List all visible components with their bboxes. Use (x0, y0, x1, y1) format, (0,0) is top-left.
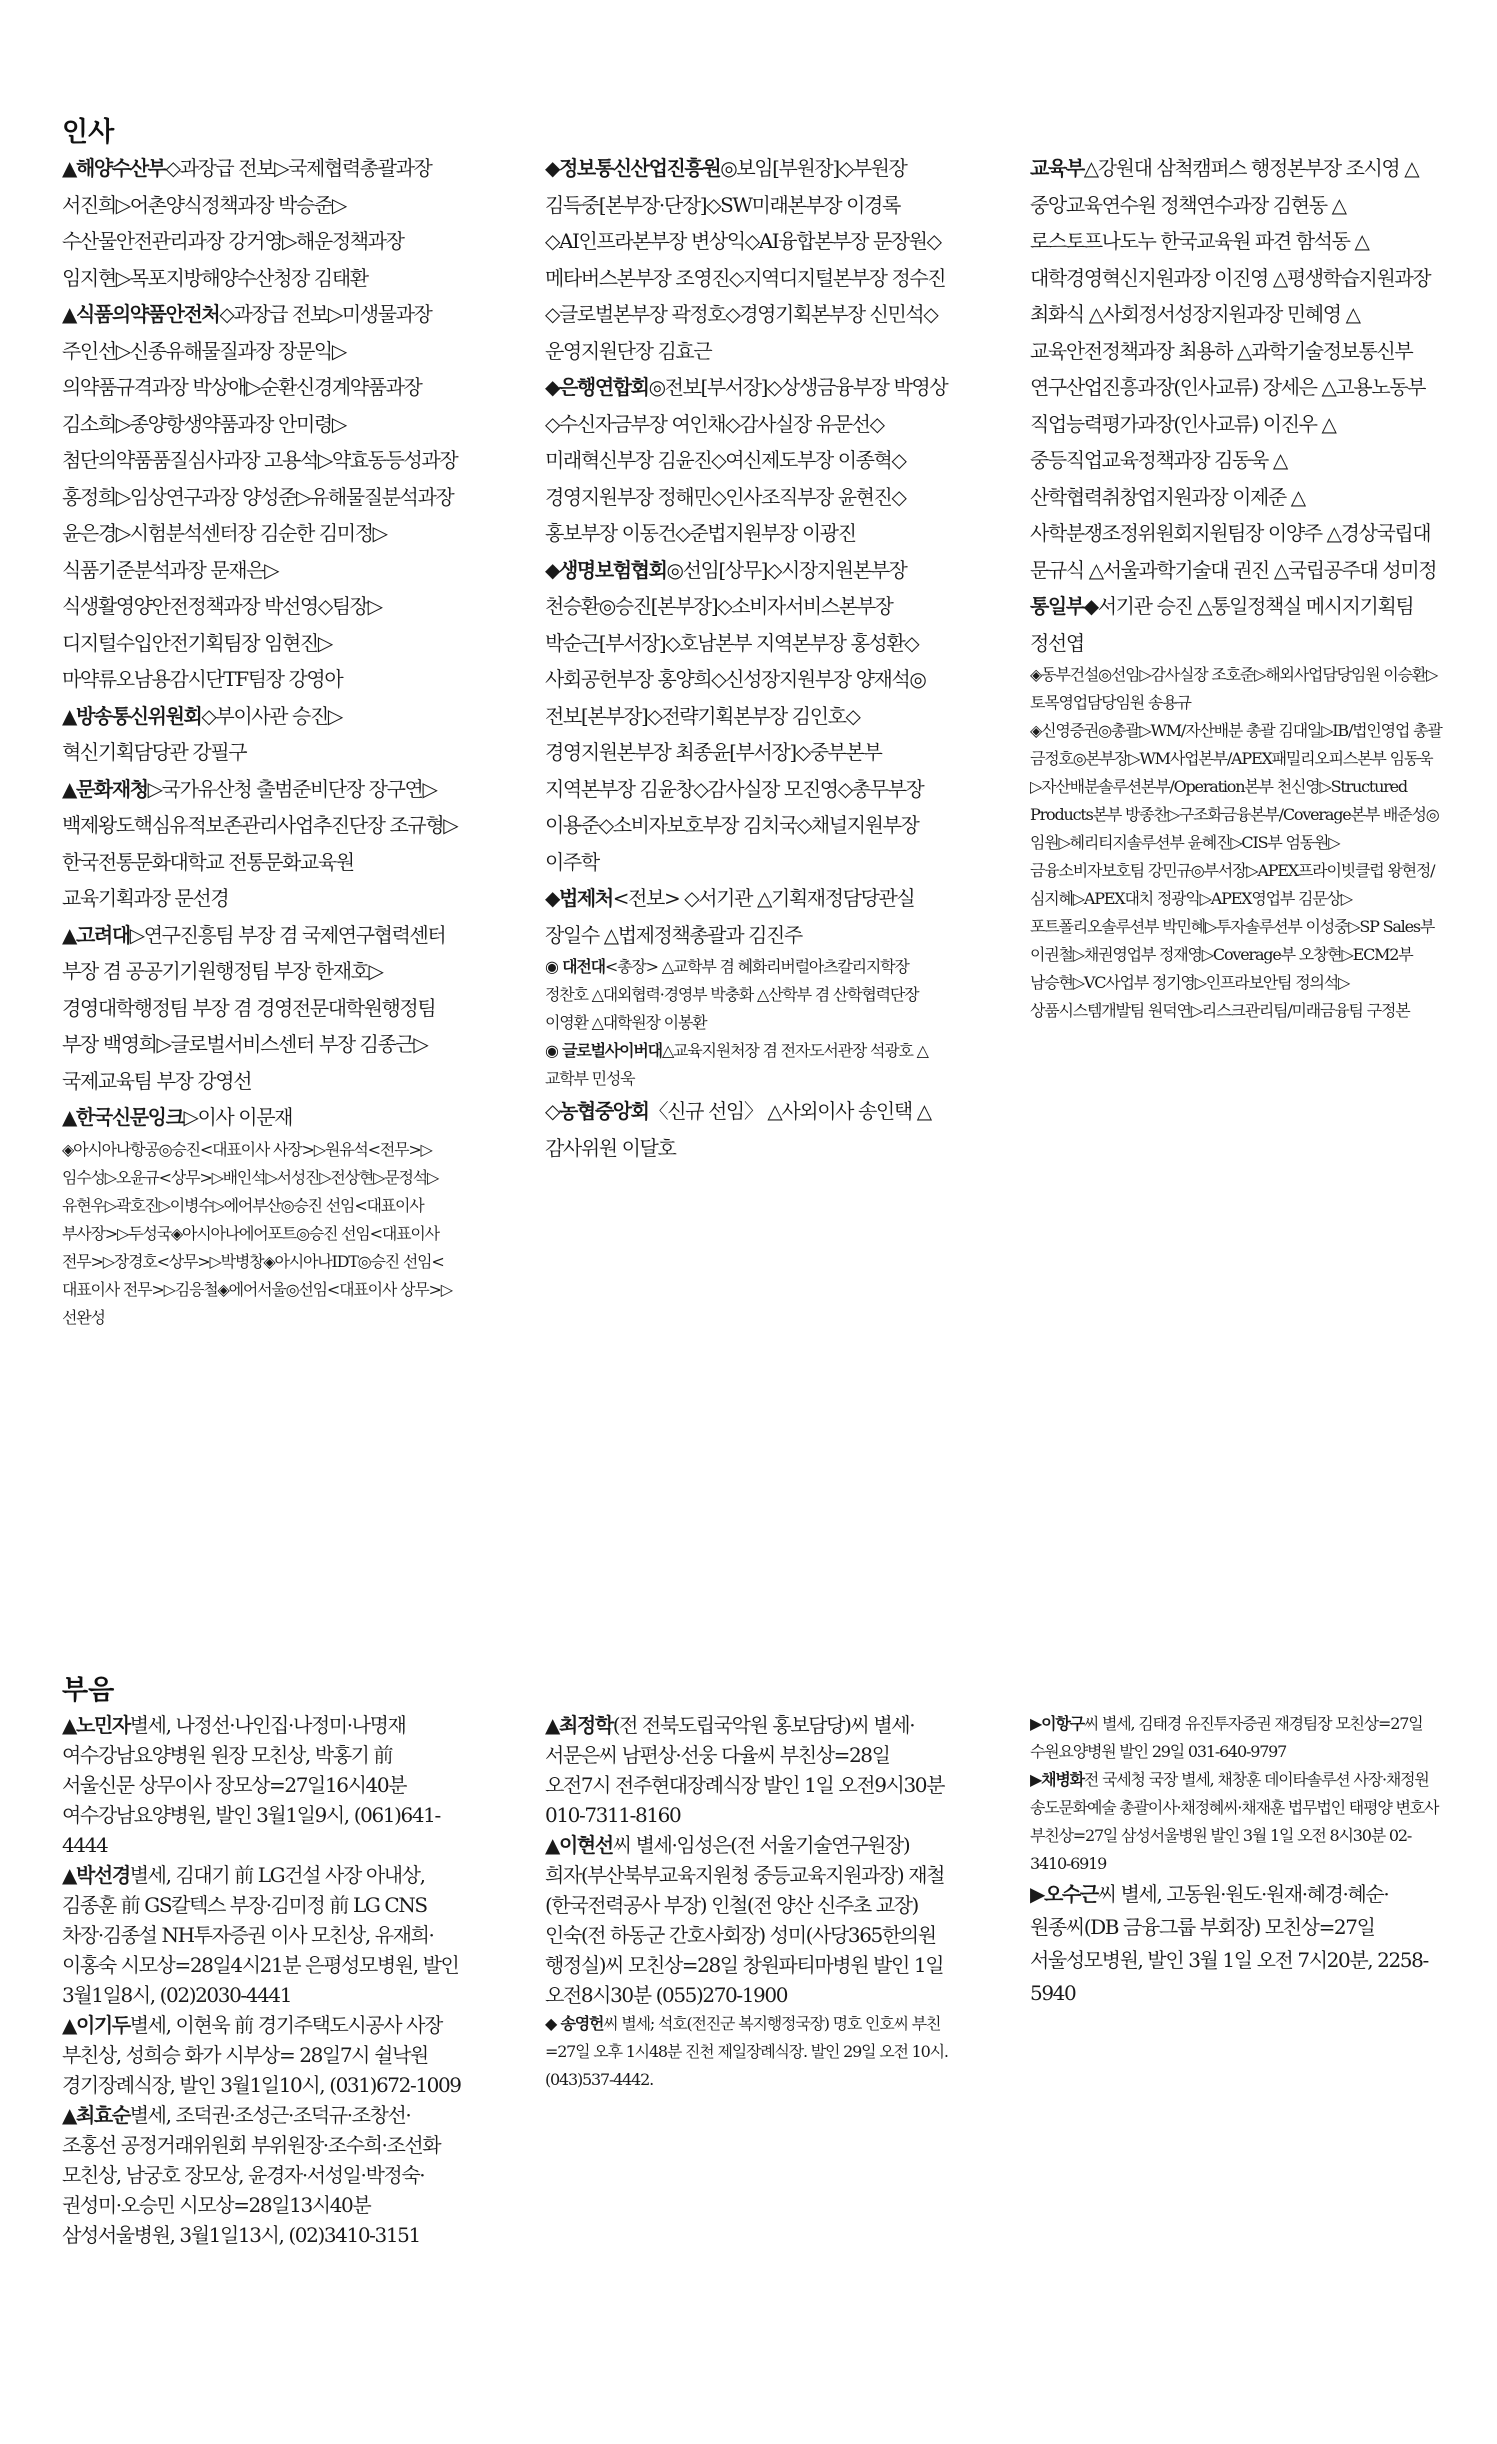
personnel-column-3 (1030, 150, 1442, 1025)
personnel-entry-heading: ▲방송통신위원회 (62, 703, 202, 728)
personnel-entry-text: ◎보임[부원장]◇부원장 김득중[본부장·단장]◇SW미래본부장 이경록◇AI인프라본부장 변상익◇AI융합본부장 문장원◇메타버스본부장 조영진◇지역디지털본부장 정수진◇글로벌본부장 곽정호◇경영기획본부장 신민석◇운영지원단장 김효근 (545, 156, 946, 363)
obituary-entry-heading: ▲이현선 (545, 1833, 613, 1857)
obituary-entry-text: 별세, 이현욱 前 경기주택도시공사 사장 부친상, 성희승 화가 시부상= 28일7시 쉴낙원 경기장례식장, 발인 3월1일10시, (031)672-1009 (62, 2013, 461, 2097)
personnel-entry-heading: ◆법제처 (545, 886, 613, 910)
personnel-entry-text: ▷이사 이문재 (183, 1105, 293, 1129)
obituary-entry (1030, 1710, 1442, 1766)
personnel-entry (545, 953, 950, 1037)
obituary-column-2 (545, 1710, 950, 2094)
obituary-column-1 (62, 1710, 462, 2250)
obituary-entry-text: 씨 별세; 석호(전진군 복지행정국장) 명호 인호씨 부친=27일 오후 1시48분 진천 제일장례식장. 발인 29일 오전 10시. (043)537-4442. (545, 2014, 948, 2089)
personnel-entry (545, 150, 950, 369)
personnel-entry (1030, 150, 1442, 588)
personnel-entry-text: ▷연구진흥팀 부장 겸 국제연구협력센터 부장 겸 공공기기원행정팀 부장 한재호▷경영대학행정팀 부장 겸 경영전문대학원행정팀 부장 백영희▷글로벌서비스센터 부장 김종근▷국제교육팀 부장 강영선 (62, 922, 446, 1093)
obituary-entry-heading: ▶오수근 (1030, 1882, 1098, 1906)
personnel-entry (62, 771, 462, 917)
personnel-entry-heading: ▲해양수산부 (62, 156, 166, 180)
personnel-entry-text: ◈동부건설◎선임▷감사실장 조호준▷해외사업담당임원 이승환▷토목영업담당임원 송용규 (1030, 665, 1438, 712)
personnel-entry-text: 〈신규 선임〉 △사외이사 송인택 △감사위원 이달호 (545, 1099, 931, 1160)
personnel-entry-text: <전보> ◇서기관 △기획재정담당관실 장일수 △법제정책총괄과 김진주 (545, 886, 915, 947)
personnel-entry-heading: ◉ 대전대 (545, 957, 605, 976)
obituary-entry-text: 씨 별세·임성은(전 서울기술연구원장) 희자(부산북부교육지원청 중등교육지원과장) 재철(한국전력공사 부장) 인철(전 양산 신주초 교장) 인숙(전 하동군 간호사회장) 성미(사당365한의원 행정실)씨 모친상=28일 창원파티마병원 발인 1일 오전8시30분 (055)270-1900 (545, 1833, 945, 2007)
personnel-entry-heading: ◆생명보험협회 (545, 557, 667, 582)
obituary-entry (545, 2010, 950, 2094)
personnel-entry-text: ▷국가유산청 출범준비단장 장구연▷백제왕도핵심유적보존관리사업추진단장 조규형▷한국전통문화대학교 전통문화교육원 교육기획과장 문선경 (62, 776, 458, 910)
obituary-section-title: 부음 (62, 1675, 115, 1706)
personnel-entry-text: ◈아시아나항공◎승진<대표이사 사장>▷원유석<전무>▷임수성▷오윤규<상무>▷배인석▷서성진▷전상현▷문정석▷유현우▷곽호진▷이병수▷에어부산◎승진 선임<대표이사 부사장>▷두성국◈아시아나에어포트◎승진 선임<대표이사 전무>▷장경호<상무>▷박병창◈아시아나IDT◎승진 선임<대표이사 전무>▷김응철◈에어서울◎선임<대표이사 상무>▷선완성 (62, 1139, 452, 1327)
obituary-entry-heading: ▲이기두 (62, 2013, 130, 2037)
personnel-entry-text: ◇부이사관 승진▷혁신기획담당관 강필구 (62, 703, 342, 764)
personnel-entry (62, 1136, 462, 1332)
personnel-entry-heading: ▲한국신문잉크 (62, 1105, 184, 1129)
obituary-entry (62, 1710, 462, 1860)
personnel-entry-heading: ▲문화재청 (62, 776, 148, 801)
obituary-entry-text: 전 국세청 국장 별세, 채창훈 데이타솔루션 사장·채정원 송도문화예술 총괄이사·채정혜씨·채재훈 법무법인 태평양 변호사 부친상=27일 삼성서울병원 발인 3월 1일 오전 8시30분 02-3410-6919 (1030, 1770, 1439, 1873)
personnel-entry (62, 698, 462, 771)
personnel-entry (62, 917, 462, 1100)
obituary-entry (62, 2100, 462, 2250)
personnel-entry (545, 880, 950, 953)
obituary-entry-text: 씨 별세, 고동원·원도·원재·혜경·혜순·원종씨(DB 금융그룹 부회장) 모친상=27일 서울성모병원, 발인 3월 1일 오전 7시20분, 2258-5940 (1030, 1882, 1428, 2005)
personnel-section-title: 인사 (62, 117, 115, 148)
obituary-entry (62, 2010, 462, 2100)
obituary-entry-text: (전 전북도립국악원 홍보담당)씨 별세·서문은씨 남편상·선웅 다율씨 부친상=28일 오전7시 전주현대장례식장 발인 1일 오전9시30분 010-7311-8160 (545, 1713, 945, 1827)
personnel-entry (545, 369, 950, 552)
obituary-entry-text: 별세, 나정선·나인집·나정미·나명재 여수강남요양병원 원장 모친상, 박홍기 前 서울신문 상무이사 장모상=27일16시40분 여수강남요양병원, 발인 3월1일9시, (061)641-4444 (62, 1713, 440, 1857)
personnel-entry-text: ◈신영증권◎총괄▷WM/자산배분 총괄 김대일▷IB/법인영업 총괄 금정호◎본부장▷WM사업본부/APEX패밀리오피스본부 임동욱▷자산배분솔루션본부/Operation본부 천신영▷Structured Products본부 방종찬▷구조화금융본부/Coverage본부 배준성◎임원▷헤리티지솔루션부 윤혜진▷CIS부 엄동원▷금융소비자보호팀 강민규◎부서장▷APEX프라이빗클럽 왕현정/심지혜▷APEX대치 정광익▷APEX영업부 김문상▷포트폴리오솔루션부 박민혜▷투자솔루션부 이성중▷SP Sales부 이권철▷채권영업부 정재영▷Coverage부 오창현▷ECM2부 남승현▷VC사업부 정기영▷인프라보안팀 정의석▷상품시스템개발팀 원덕연▷리스크관리팀/미래금융팀 구정본 (1030, 721, 1442, 1020)
personnel-entry-heading: ▲고려대 (62, 922, 130, 947)
obituary-entry-text: 별세, 조덕권·조성근·조덕규·조창선·조홍선 공정거래위원회 부위원장·조수희·조선화 모친상, 남궁호 장모상, 윤경자·서성일·박정숙·권성미·오승민 시모상=28일13시40분 삼성서울병원, 3월1일13시, (02)3410-3151 (62, 2103, 441, 2247)
personnel-entry (545, 552, 950, 881)
personnel-entry-text: ◆서기관 승진 △통일정책실 메시지기획팀 정선엽 (1030, 594, 1414, 655)
obituary-entry (1030, 1878, 1442, 2010)
personnel-entry-text: ◎전보[부서장]◇상생금융부장 박영상◇수신자금부장 여인채◇감사실장 유문선◇미래혁신부장 김윤진◇여신제도부장 이종혁◇경영지원부장 정해민◇인사조직부장 윤현진◇홍보부장 이동건◇준법지원부장 이광진 (545, 375, 948, 545)
personnel-entry-heading: ◉ 글로벌사이버대 (545, 1041, 662, 1060)
obituary-entry (62, 1860, 462, 2010)
personnel-entry (62, 150, 462, 296)
personnel-entry-heading: ◇농협중앙회 (545, 1099, 649, 1123)
obituary-entry-heading: ▶이항구 (1030, 1714, 1084, 1733)
personnel-entry-heading: 통일부 (1030, 594, 1084, 618)
personnel-entry-text: ◎선임[상무]◇시장지원본부장 천승환◎승진[본부장]◇소비자서비스본부장 박순근[부서장]◇호남본부 지역본부장 홍성환◇사회공헌부장 홍양희◇신성장지원부장 양재석◎전보[본부장]◇전략기획본부장 김인호◇경영지원본부장 최종윤[부서장]◇중부본부 지역본부장 김윤창◇감사실장 모진영◇총무부장 이용준◇소비자보호부장 김치국◇채널지원부장 이주학 (545, 557, 926, 874)
obituary-entry (1030, 1766, 1442, 1878)
personnel-entry (1030, 717, 1442, 1025)
obituary-entry-text: 씨 별세, 김태경 유진투자증권 재경팀장 모친상=27일 수원요양병원 발인 29일 031-640-9797 (1030, 1714, 1423, 1761)
obituary-entry-heading: ▲최정학 (545, 1713, 613, 1737)
personnel-entry-text: <총장> △교학부 겸 혜화리버럴아츠칼리지학장 정찬호 △대외협력·경영부 박충화 △산학부 겸 산학협력단장 이영환 △대학원장 이봉환 (545, 957, 919, 1032)
obituary-entry-heading: ▶채병화 (1030, 1770, 1084, 1789)
personnel-entry-heading: ◆정보통신산업진흥원 (545, 156, 721, 180)
personnel-entry (62, 296, 462, 698)
personnel-column-2 (545, 150, 950, 1166)
personnel-column-1 (62, 150, 462, 1332)
personnel-entry-heading: ◆은행연합회 (545, 375, 649, 399)
obituary-entry-heading: ◆ 송영헌 (545, 2014, 604, 2033)
personnel-entry (62, 1099, 462, 1136)
obituary-entry (545, 1830, 950, 2010)
obituary-entry-heading: ▲최효순 (62, 2103, 130, 2127)
personnel-entry (545, 1037, 950, 1093)
obituary-entry (545, 1710, 950, 1830)
personnel-entry-text: ◇과장급 전보▷미생물과장 주인선▷신종유해물질과장 장문익▷의약품규격과장 박상애▷순환신경계약품과장 김소희▷종양항생약품과장 안미령▷첨단의약품품질심사과장 고용석▷약효동등성과장 홍정희▷임상연구과장 양성준▷유해물질분석과장 윤은경▷시험분석센터장 김순한 김미정▷식품기준분석과장 문재은▷식생활영양안전정책과장 박선영◇팀장▷디지털수입안전기획팀장 임현진▷마약류오남용감시단TF팀장 강영아 (62, 302, 458, 691)
personnel-entry-heading: 교육부 (1030, 156, 1084, 180)
personnel-entry (545, 1093, 950, 1166)
personnel-entry (1030, 588, 1442, 661)
personnel-entry-text: △강원대 삼척캠퍼스 행정본부장 조시영 △중앙교육연수원 정책연수과장 김현동 △로스토프나도누 한국교육원 파견 함석동 △대학경영혁신지원과장 이진영 △평생학습지원과장 최화식 △사회정서성장지원과장 민혜영 △교육안전정책과장 최용하 △과학기술정보통신부 연구산업진흥과장(인사교류) 장세은 △고용노동부 직업능력평가과장(인사교류) 이진우 △중등직업교육정책과장 김동욱 △산학협력취창업지원과장 이제준 △사학분쟁조정위원회지원팀장 이양주 △경상국립대 문규식 △서울과학기술대 권진 △국립공주대 성미정 (1030, 156, 1437, 582)
personnel-entry-heading: ▲식품의약품안전처 (62, 302, 220, 326)
obituary-entry-text: 별세, 김대기 前 LG건설 사장 아내상, 김종훈 前 GS칼텍스 부장·김미정 前 LG CNS 차장·김종설 NH투자증권 이사 모친상, 유재희·이홍숙 시모상=28일4시21분 은평성모병원, 발인 3월1일8시, (02)2030-4441 (62, 1863, 459, 2007)
obituary-entry-heading: ▲박선경 (62, 1863, 130, 1887)
obituary-column-3 (1030, 1710, 1442, 2010)
obituary-entry-heading: ▲노민자 (62, 1713, 130, 1737)
personnel-entry (1030, 661, 1442, 717)
personnel-entry-text: ◇과장급 전보▷국제협력총괄과장 서진희▷어촌양식정책과장 박승준▷수산물안전관리과장 강거영▷해운정책과장 임지현▷목포지방해양수산청장 김태환 (62, 156, 432, 290)
personnel-entry-text: △교육지원처장 겸 전자도서관장 석광호 △교학부 민성욱 (545, 1041, 928, 1088)
